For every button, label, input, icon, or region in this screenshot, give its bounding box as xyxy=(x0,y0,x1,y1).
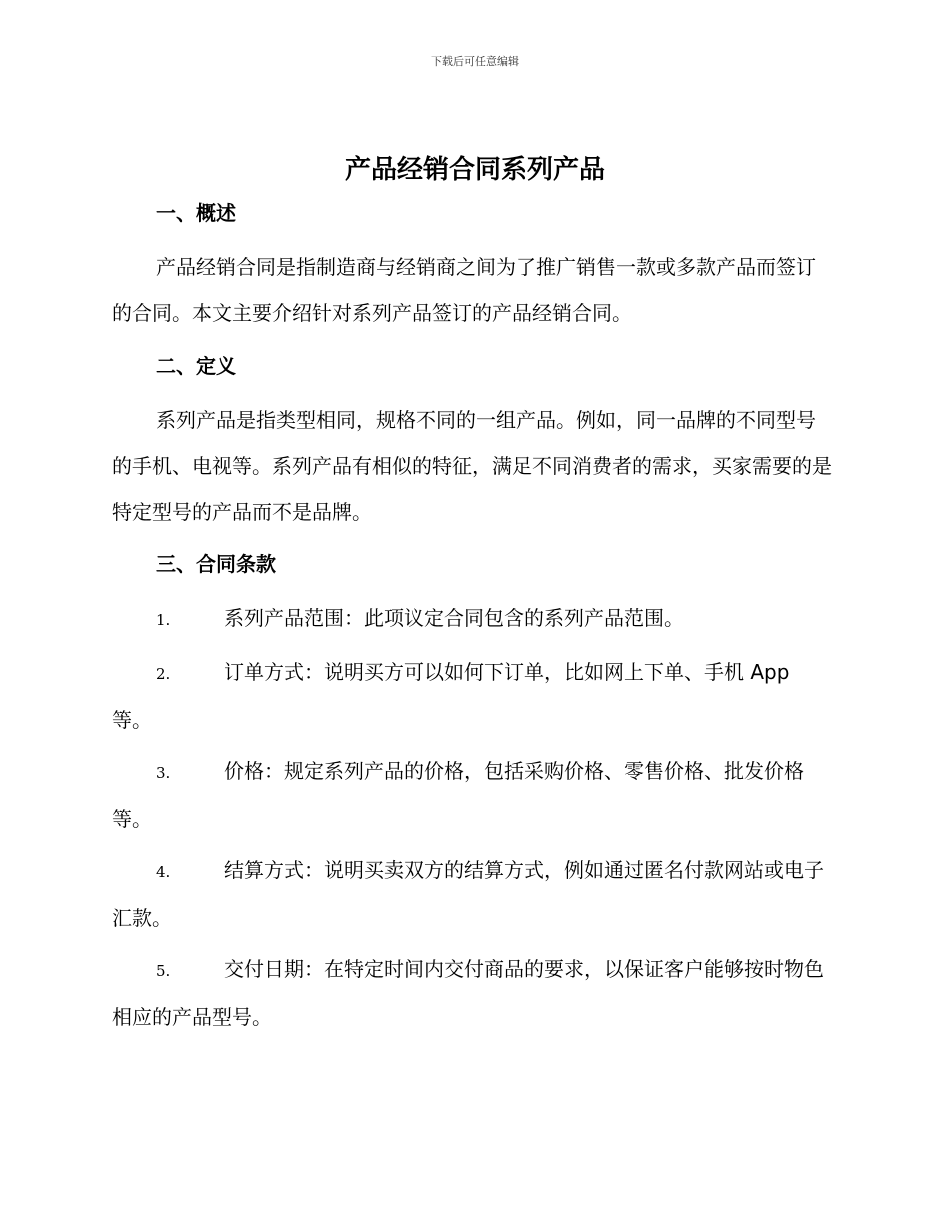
clause-number: 4. xyxy=(156,863,171,881)
clause-text: 系列产品范围：此项议定合同包含的系列产品范围。 xyxy=(224,606,684,630)
clause-text: 订单方式：说明买方可以如何下订单，比如网上下单、手机 App 等。 xyxy=(112,660,790,732)
clause-text: 价格：规定系列产品的价格，包括采购价格、零售价格、批发价格等。 xyxy=(112,759,804,831)
section-heading-definition: 二、定义 xyxy=(156,354,236,378)
clause-number: 2. xyxy=(156,665,171,683)
clause-text: 结算方式：说明买卖双方的结算方式，例如通过匿名付款网站或电子汇款。 xyxy=(112,858,824,930)
clause-text: 交付日期：在特定时间内交付商品的要求，以保证客户能够按时物色相应的产品型号。 xyxy=(112,957,824,1029)
clause-number: 1. xyxy=(156,611,171,629)
clause-item xyxy=(112,649,832,743)
section-heading-overview: 一、概述 xyxy=(156,201,236,225)
clause-item xyxy=(112,847,832,941)
section-paragraph-overview: 产品经销合同是指制造商与经销商之间为了推广销售一款或多款产品而签订的合同。本文主要介绍针对系列产品签订的产品经销合同。 xyxy=(112,255,816,325)
section-paragraph-definition: 系列产品是指类型相同，规格不同的一组产品。例如，同一品牌的不同型号的手机、电视等。系列产品有相似的特征，满足不同消费者的需求，买家需要的是特定型号的产品而不是品牌。 xyxy=(112,408,832,524)
clause-item xyxy=(112,595,832,643)
document-title: 产品经销合同系列产品 xyxy=(344,155,605,185)
clause-number: 5. xyxy=(156,962,171,980)
section-heading-clauses: 三、合同条款 xyxy=(156,552,276,576)
clause-number: 3. xyxy=(156,764,171,782)
header-note: 下载后可任意编辑 xyxy=(431,55,519,68)
clause-item xyxy=(112,748,832,842)
clause-item xyxy=(112,946,832,1040)
